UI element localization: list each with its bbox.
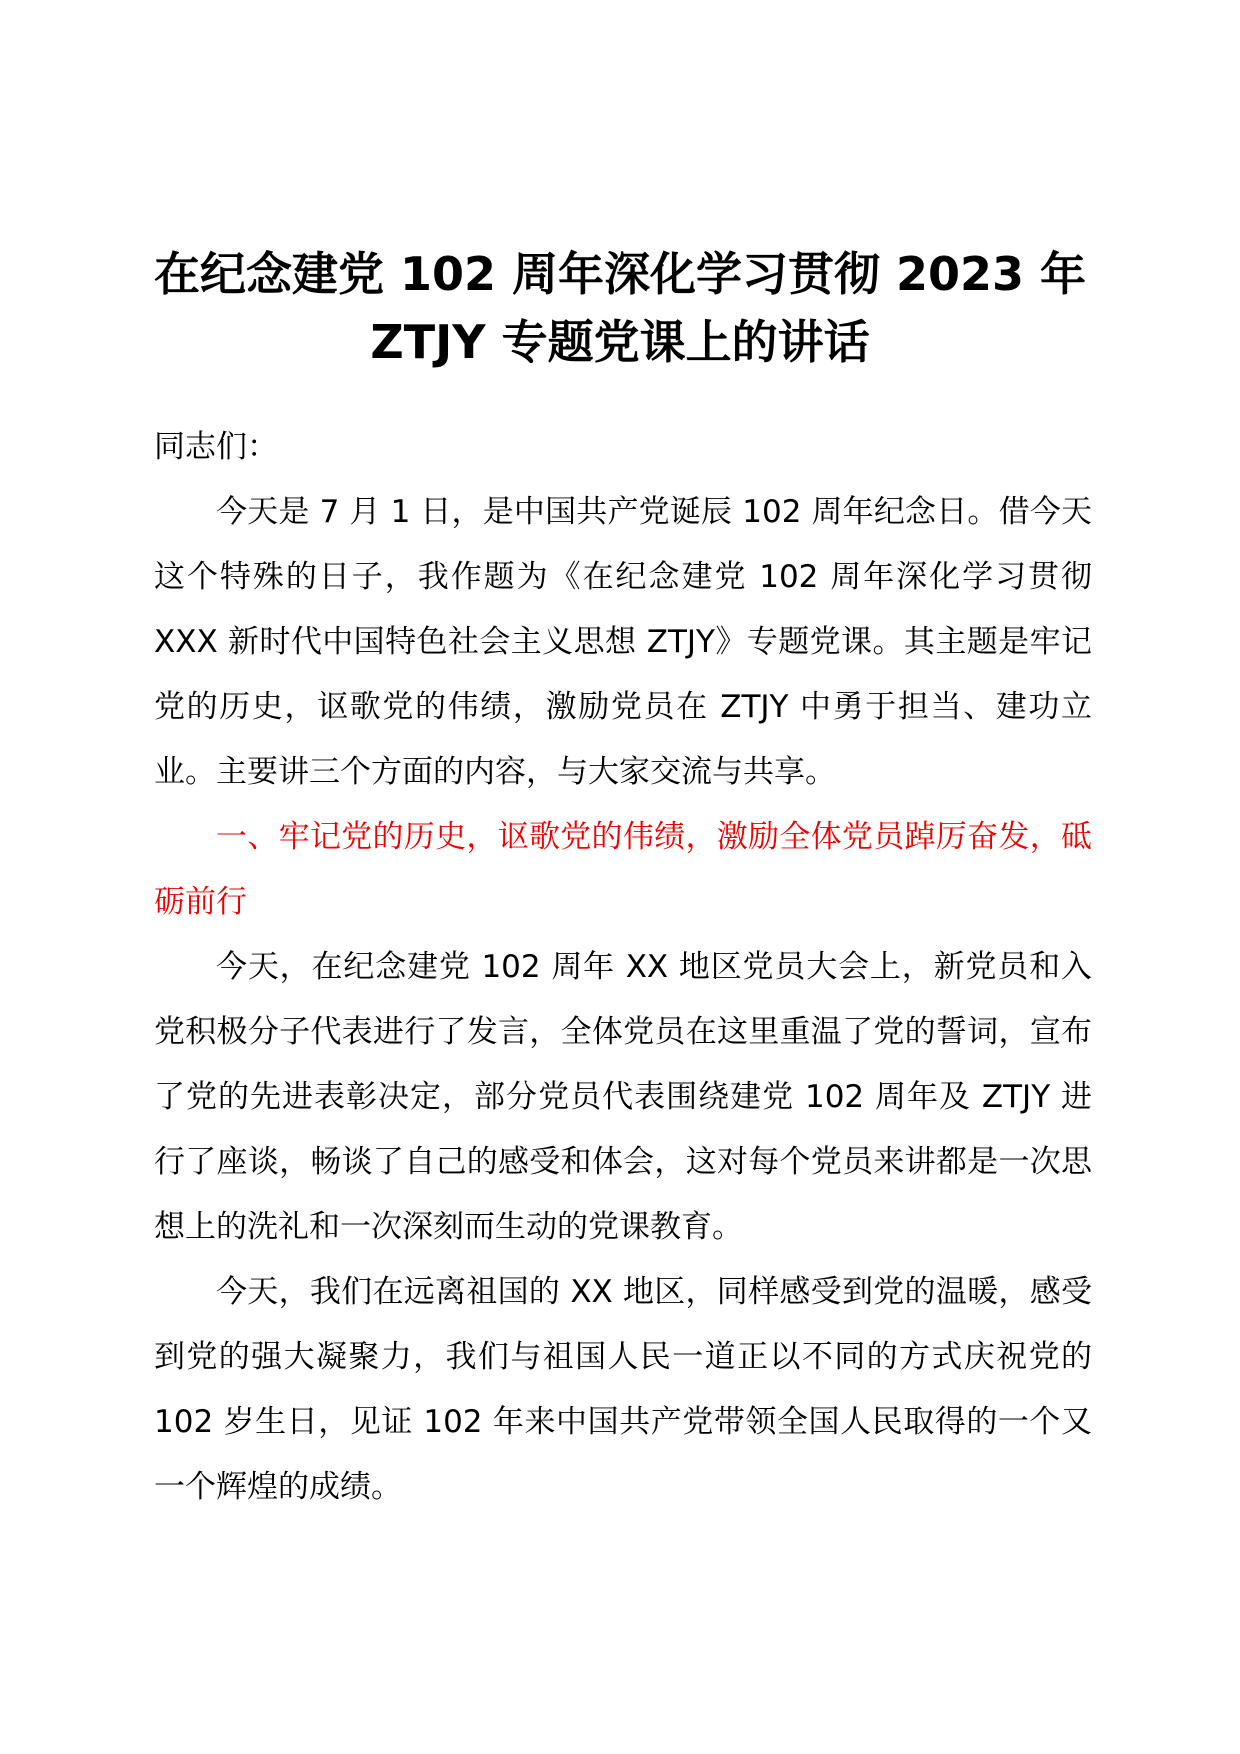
document-title bbox=[150, 240, 1090, 376]
title-line-2: ZTJY 专题党课上的讲话 bbox=[370, 315, 870, 369]
section-1-paragraph-2: 今天，我们在远离祖国的 XX 地区，同样感受到党的温暖，感受到党的强大凝聚力，我们与祖国人民一道正以不同的方式庆祝党的 102 岁生日，见证 102 年来中国共产党带领全国人民取得的一个又一个辉煌的成绩。 bbox=[154, 1274, 1092, 1505]
document-body bbox=[154, 415, 1092, 1520]
salutation: 同志们： bbox=[154, 429, 278, 465]
section-1-paragraph-1: 今天，在纪念建党 102 周年 XX 地区党员大会上，新党员和入党积极分子代表进行了发言，全体党员在这里重温了党的誓词，宣布了党的先进表彰决定，部分党员代表围绕建党 102 周年及 ZTJY 进行了座谈，畅谈了自己的感受和体会，这对每个党员来讲都是一次思想上的洗礼和一次深刻而生动的党课教育。 bbox=[154, 949, 1092, 1245]
section-heading-1: 一、牢记党的历史，讴歌党的伟绩，激励全体党员踔厉奋发，砥砺前行 bbox=[154, 819, 1092, 920]
intro-paragraph: 今天是 7 月 1 日，是中国共产党诞辰 102 周年纪念日。借今天这个特殊的日子，我作题为《在纪念建党 102 周年深化学习贯彻 XXX 新时代中国特色社会主义思想 ZTJY》专题党课。其主题是牢记党的历史，讴歌党的伟绩，激励党员在 ZTJY 中勇于担当、建功立业。主要讲三个方面的内容，与大家交流与共享。 bbox=[154, 494, 1092, 790]
title-line-1: 在纪念建党 102 周年深化学习贯彻 2023 年 bbox=[153, 247, 1087, 301]
